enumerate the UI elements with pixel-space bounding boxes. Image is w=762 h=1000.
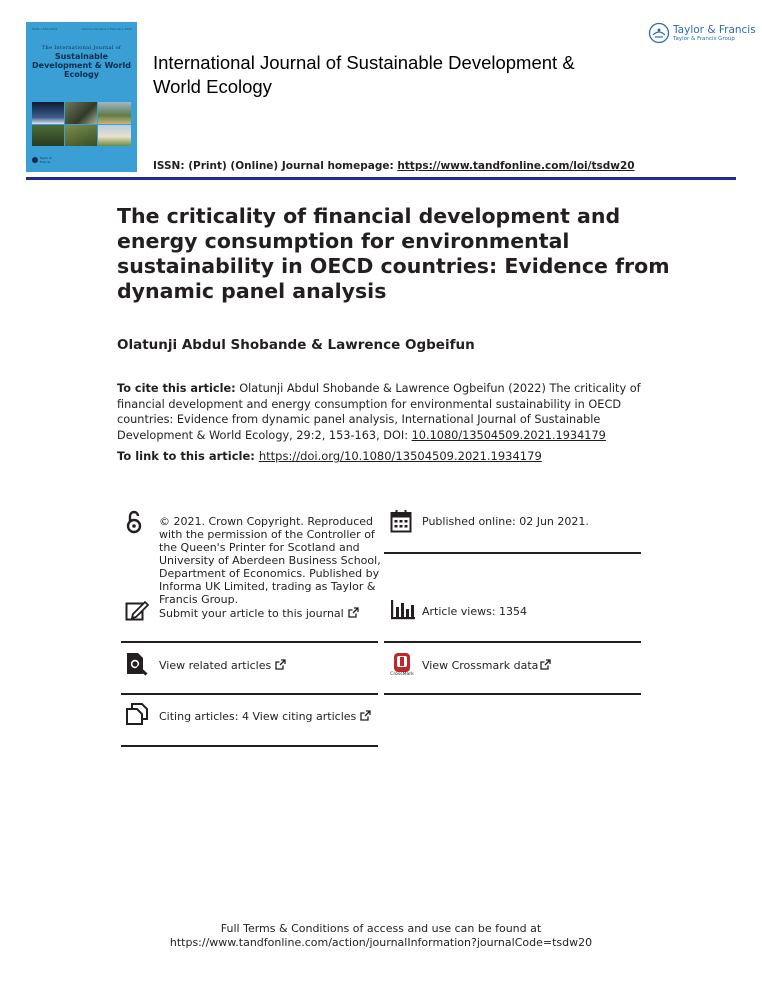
bar-chart-icon: [391, 600, 415, 620]
article-link-line: [117, 449, 542, 463]
divider: [121, 693, 378, 695]
copyright-statement: © 2021. Crown Copyright. Reproduced with the permission of the Controller of the Queen's Printer for Scotland and University of Aberdeen Business School, Department of Economics. Published by Informa UK Limited, trading as Taylor & Francis Group.: [159, 515, 381, 606]
divider: [121, 745, 378, 747]
taylor-francis-icon: [648, 22, 670, 44]
calendar-icon: [390, 509, 412, 533]
journal-cover-image: [26, 22, 137, 172]
footer-terms-text: Full Terms & Conditions of access and use can be found at: [220, 922, 542, 935]
article-doi-link[interactable]: https://doi.org/10.1080/13504509.2021.1934179: [258, 449, 542, 463]
submit-article-label: Submit your article to this journal: [159, 607, 344, 620]
external-link-icon: [348, 607, 359, 618]
external-link-icon: [540, 659, 551, 670]
related-articles-label: View related articles: [159, 659, 272, 672]
citation-label: To cite this article:: [117, 382, 236, 395]
divider: [384, 693, 641, 695]
search-document-icon: [126, 652, 148, 676]
open-access-lock-icon: [126, 510, 142, 534]
cover-issn: ISSN: 1350-4509: [32, 27, 58, 31]
header-rule: [26, 177, 736, 180]
article-title: The criticality of financial development and energy consumption for environmental sustainability in OECD countries: Evidence from dynamic panel analysis: [117, 204, 670, 303]
citation-block: [117, 381, 657, 443]
divider: [121, 641, 378, 643]
citing-articles-link[interactable]: [159, 710, 371, 723]
journal-title[interactable]: International Journal of Sustainable Development & World Ecology: [153, 52, 575, 97]
article-authors: Olatunji Abdul Shobande & Lawrence Ogbeifun: [117, 337, 475, 353]
cover-title-main: Sustainable Development & World Ecology: [32, 52, 131, 79]
crossmark-icon: [389, 653, 415, 679]
published-online: Published online: 02 Jun 2021.: [422, 515, 589, 528]
crossmark-label: View Crossmark data: [422, 659, 539, 672]
issn-label: ISSN: (Print) (Online) Journal homepage:: [153, 160, 398, 172]
submit-article-link[interactable]: [159, 607, 359, 620]
external-link-icon: [275, 659, 286, 670]
edit-pencil-icon: [125, 600, 149, 622]
citing-articles-icon: [126, 703, 148, 725]
cover-volume: Volume 29 Issue 1 February 2022: [81, 27, 132, 31]
citation-text: Olatunji Abdul Shobande & Lawrence Ogbeifun (2022) The criticality of financial development and energy consumption for environmental sustainability in OECD countries: Evidence from dynamic panel analysis, International Journal of Sustainable Development & World Ecology, 29:2, 153-163, DOI:: [117, 382, 641, 442]
citation-doi-link[interactable]: 10.1080/13504509.2021.1934179: [411, 428, 606, 442]
external-link-icon: [360, 710, 371, 721]
divider: [384, 552, 641, 554]
divider: [384, 641, 641, 643]
article-views: Article views: 1354: [422, 605, 528, 618]
tf-logo-sub: Taylor & Francis Group: [673, 36, 735, 42]
citing-articles-label: Citing articles: 4 View citing articles: [159, 710, 357, 723]
footer-terms-link[interactable]: https://www.tandfonline.com/action/journalInformation?journalCode=tsdw20: [169, 936, 593, 949]
crossmark-link[interactable]: [422, 659, 551, 672]
taylor-francis-logo[interactable]: [648, 22, 756, 44]
tf-logo-name: Taylor & Francis: [673, 24, 756, 36]
cover-title-top: The International Journal of: [41, 45, 122, 51]
crossmark-shield-icon: [389, 653, 415, 673]
journal-homepage-link[interactable]: https://www.tandfonline.com/loi/tsdw20: [397, 160, 635, 172]
cover-publisher-logo: Taylor & Francis: [32, 157, 62, 163]
related-articles-link[interactable]: [159, 659, 286, 672]
link-label: To link to this article:: [117, 449, 259, 463]
journal-meta: [153, 160, 635, 172]
crossmark-logo-text: CrossMark: [390, 672, 414, 677]
